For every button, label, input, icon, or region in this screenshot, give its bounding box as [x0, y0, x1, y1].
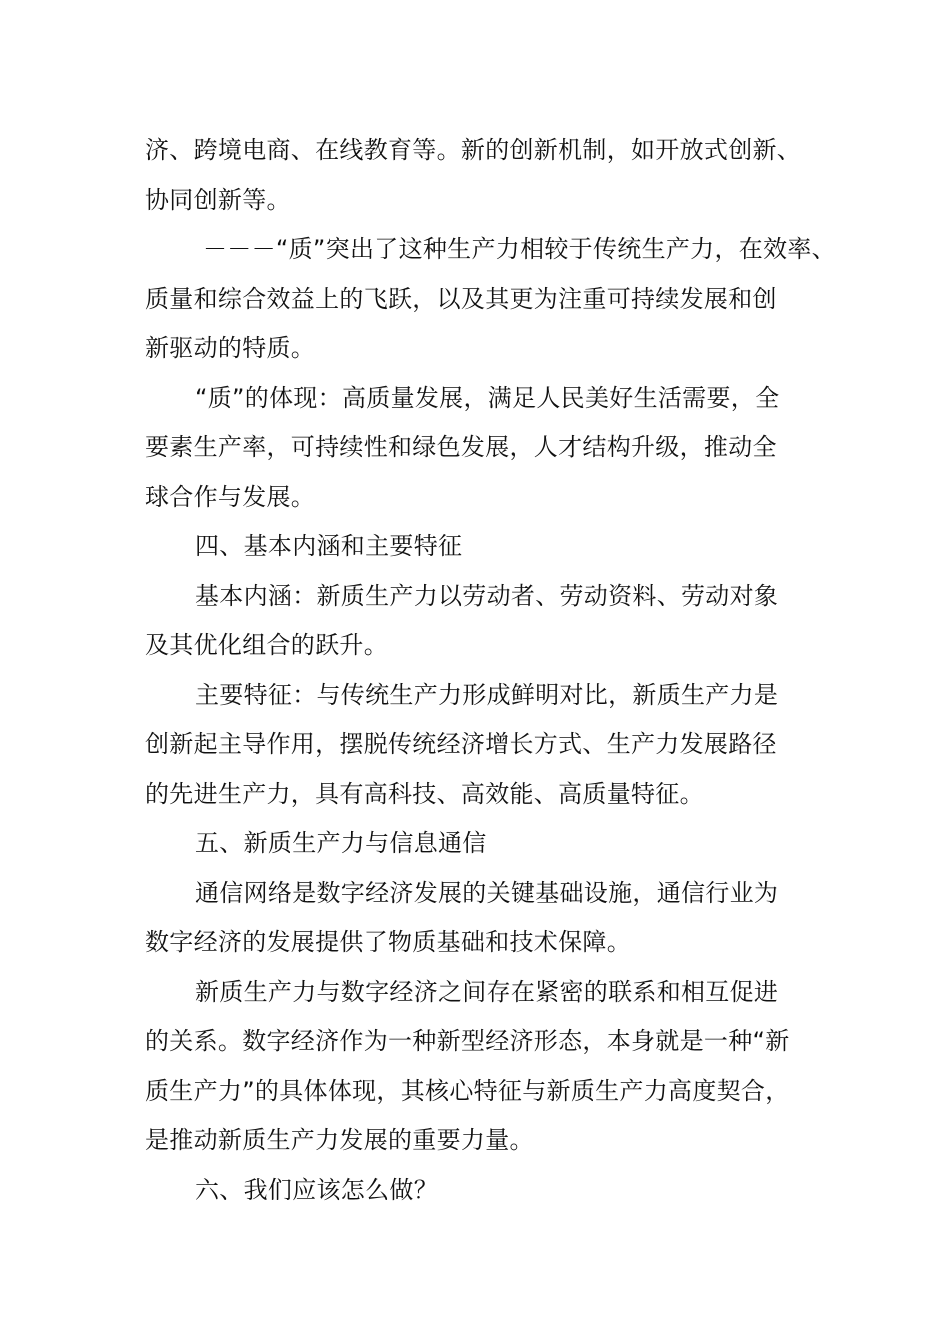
text-line: 要素生产率，可持续性和绿色发展，人才结构升级，推动全 — [145, 433, 777, 461]
text-line: 新驱动的特质。 — [145, 334, 316, 362]
heading-text: 四、基本内涵和主要特征 — [195, 532, 463, 560]
paragraph-innovation-mechanism — [145, 126, 825, 225]
text-line: 创新起主导作用，摆脱传统经济增长方式、生产力发展路径 — [145, 730, 777, 758]
text-line: 是推动新质生产力发展的重要力量。 — [145, 1126, 534, 1154]
text-line: 济、跨境电商、在线教育等。新的创新机制，如开放式创新、 — [145, 136, 802, 164]
text-line: －－－“质”突出了这种生产力相较于传统生产力，在效率、 — [203, 235, 836, 263]
paragraph-digital-economy — [145, 968, 825, 1166]
paragraph-quality-leap — [145, 225, 836, 374]
text-line: 新质生产力与数字经济之间存在紧密的联系和相互促进 — [195, 977, 779, 1006]
section-heading-5 — [145, 819, 825, 869]
paragraph-communication-network — [145, 869, 825, 968]
text-line: 球合作与发展。 — [145, 482, 316, 511]
section-heading-6 — [145, 1166, 825, 1216]
paragraph-main-characteristics — [145, 671, 825, 820]
text-line: 主要特征：与传统生产力形成鲜明对比，新质生产力是 — [195, 680, 779, 709]
heading-text: 六、我们应该怎么做？ — [195, 1175, 438, 1204]
text-line: 的先进生产力，具有高科技、高效能、高质量特征。 — [145, 779, 704, 808]
text-line: 通信网络是数字经济发展的关键基础设施，通信行业为 — [195, 878, 779, 907]
text-line: 数字经济的发展提供了物质基础和技术保障。 — [145, 928, 631, 956]
text-line: 质量和综合效益上的飞跃，以及其更为注重可持续发展和创 — [145, 284, 777, 313]
section-heading-4 — [145, 522, 825, 572]
heading-text: 五、新质生产力与信息通信 — [195, 829, 487, 857]
text-line: 的关系。数字经济作为一种新型经济形态，本身就是一种“新 — [145, 1027, 790, 1055]
text-line: 基本内涵：新质生产力以劳动者、劳动资料、劳动对象 — [195, 581, 779, 610]
text-line: 及其优化组合的跃升。 — [145, 631, 388, 659]
text-line: “质”的体现：高质量发展，满足人民美好生活需要，全 — [195, 383, 780, 412]
text-line: 协同创新等。 — [145, 185, 291, 214]
paragraph-quality-manifestation — [145, 374, 825, 523]
text-line: 质生产力”的具体体现，其核心特征与新质生产力高度契合， — [145, 1076, 790, 1105]
document-body — [145, 126, 836, 1215]
paragraph-basic-connotation — [145, 572, 825, 671]
